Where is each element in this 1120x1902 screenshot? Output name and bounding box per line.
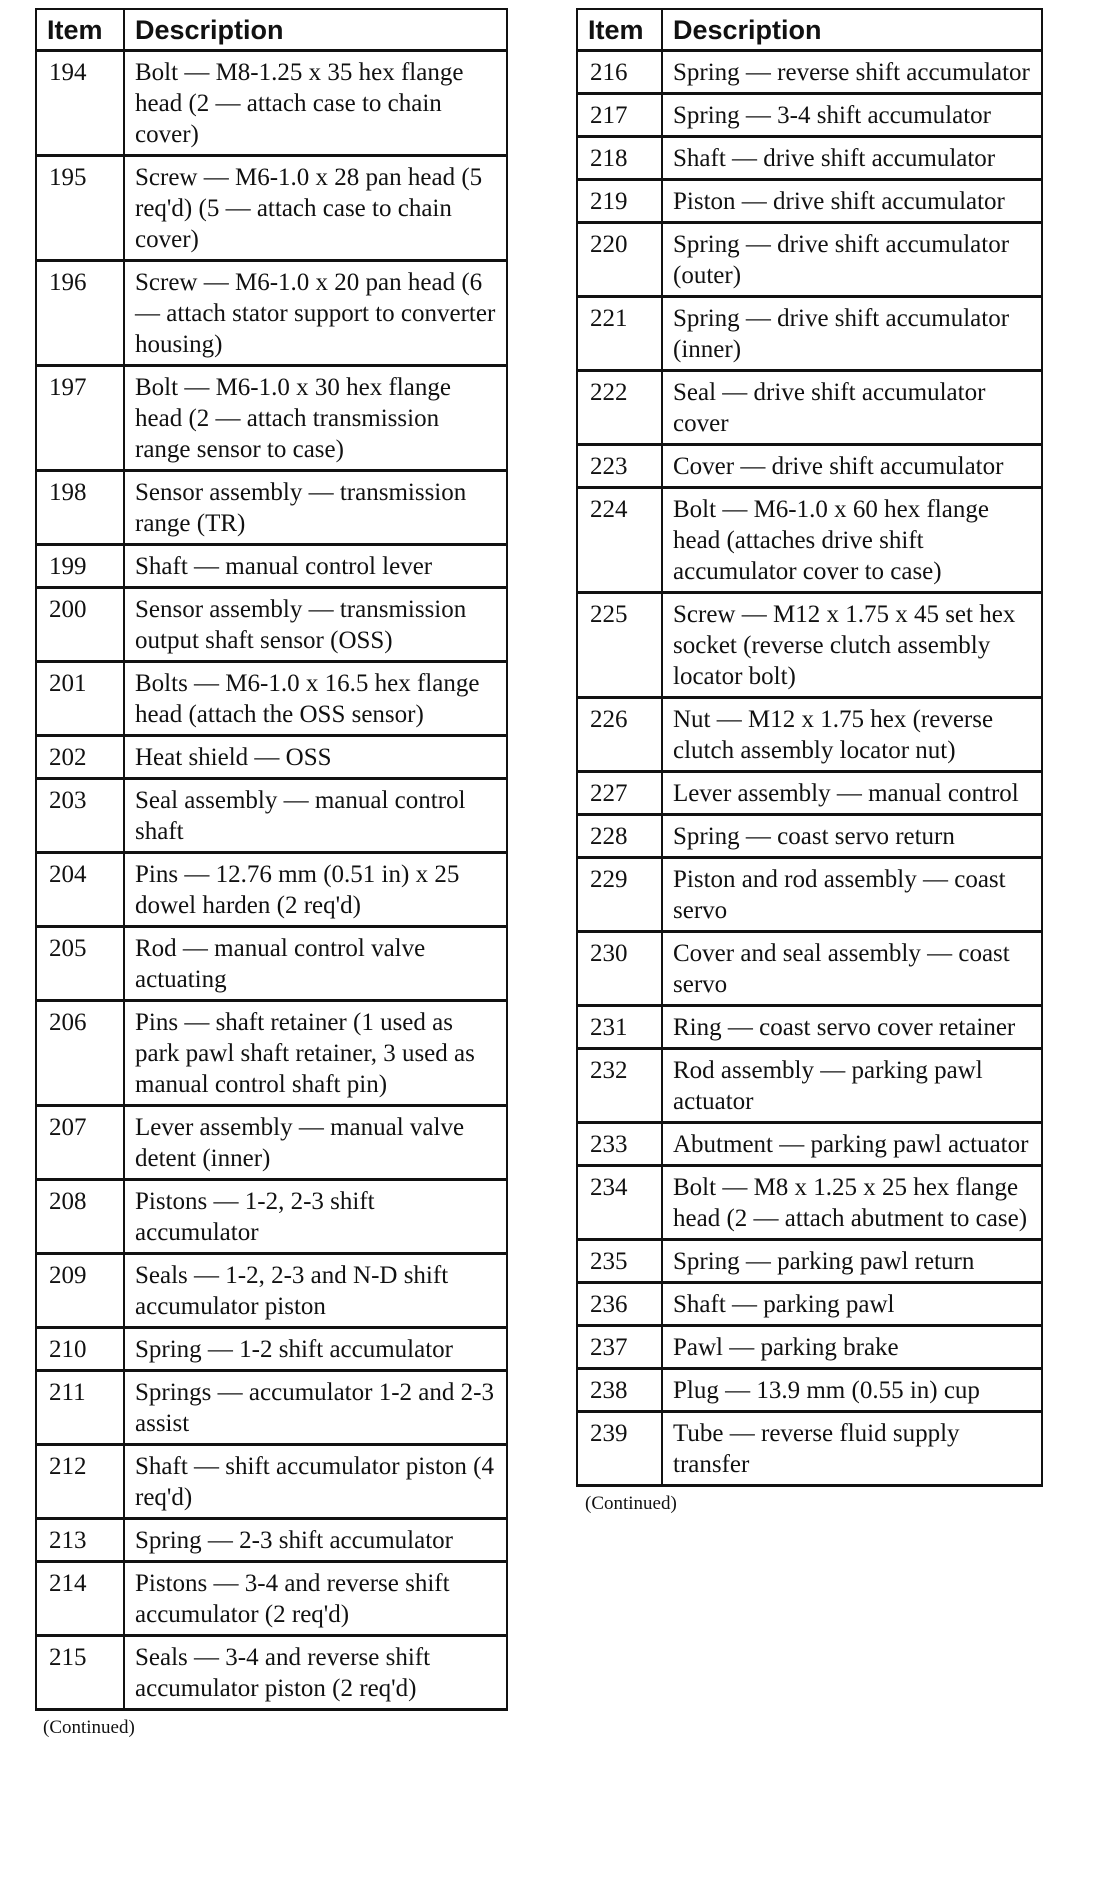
table-row xyxy=(577,815,1042,858)
table-row xyxy=(577,772,1042,815)
item-description: Shaft — drive shift accumulator xyxy=(662,137,1042,180)
item-column-header: Item xyxy=(36,9,124,51)
table-row xyxy=(36,779,507,853)
table-row xyxy=(36,927,507,1001)
item-description: Piston and rod assembly — coast servo xyxy=(662,858,1042,932)
item-description: Screw — M6-1.0 x 28 pan head (5 req'd) (5 — attach case to chain cover) xyxy=(124,156,507,261)
item-description: Bolt — M6-1.0 x 30 hex flange head (2 — attach transmission range sensor to case) xyxy=(124,366,507,471)
table-row xyxy=(577,488,1042,593)
item-description: Pawl — parking brake xyxy=(662,1326,1042,1369)
item-number: 210 xyxy=(36,1328,124,1371)
item-number: 215 xyxy=(36,1636,124,1710)
item-description: Lever assembly — manual valve detent (inner) xyxy=(124,1106,507,1180)
item-number: 228 xyxy=(577,815,662,858)
item-number: 239 xyxy=(577,1412,662,1486)
table-row xyxy=(577,1123,1042,1166)
item-number: 202 xyxy=(36,736,124,779)
item-description: Bolt — M6-1.0 x 60 hex flange head (attaches drive shift accumulator cover to case) xyxy=(662,488,1042,593)
table-row xyxy=(577,445,1042,488)
item-number: 230 xyxy=(577,932,662,1006)
item-description: Spring — reverse shift accumulator xyxy=(662,51,1042,94)
item-number: 235 xyxy=(577,1240,662,1283)
item-description: Sensor assembly — transmission output shaft sensor (OSS) xyxy=(124,588,507,662)
parts-table-left-body xyxy=(36,51,507,1710)
item-description: Spring — drive shift accumulator (inner) xyxy=(662,297,1042,371)
item-description: Rod — manual control valve actuating xyxy=(124,927,507,1001)
table-row xyxy=(36,1519,507,1562)
item-description: Screw — M6-1.0 x 20 pan head (6 — attach stator support to converter housing) xyxy=(124,261,507,366)
item-description: Rod assembly — parking pawl actuator xyxy=(662,1049,1042,1123)
table-row xyxy=(577,297,1042,371)
item-description: Tube — reverse fluid supply transfer xyxy=(662,1412,1042,1486)
item-description: Pins — shaft retainer (1 used as park pawl shaft retainer, 3 used as manual control shaft pin) xyxy=(124,1001,507,1106)
table-row xyxy=(577,137,1042,180)
continued-note-left: (Continued) xyxy=(43,1717,135,1738)
parts-table-right-body xyxy=(577,51,1042,1486)
table-row xyxy=(36,1328,507,1371)
item-description: Spring — drive shift accumulator (outer) xyxy=(662,223,1042,297)
table-row xyxy=(36,545,507,588)
table-row xyxy=(577,1412,1042,1486)
item-number: 208 xyxy=(36,1180,124,1254)
description-column-header: Description xyxy=(662,9,1042,51)
table-row xyxy=(577,593,1042,698)
item-description: Plug — 13.9 mm (0.55 in) cup xyxy=(662,1369,1042,1412)
item-number: 205 xyxy=(36,927,124,1001)
item-number: 222 xyxy=(577,371,662,445)
item-description: Abutment — parking pawl actuator xyxy=(662,1123,1042,1166)
table-row xyxy=(36,736,507,779)
item-description: Shaft — manual control lever xyxy=(124,545,507,588)
item-description: Bolts — M6-1.0 x 16.5 hex flange head (attach the OSS sensor) xyxy=(124,662,507,736)
item-number: 236 xyxy=(577,1283,662,1326)
item-description: Springs — accumulator 1-2 and 2-3 assist xyxy=(124,1371,507,1445)
item-number: 207 xyxy=(36,1106,124,1180)
table-row xyxy=(36,588,507,662)
table-row xyxy=(577,94,1042,137)
item-number: 219 xyxy=(577,180,662,223)
item-description: Spring — parking pawl return xyxy=(662,1240,1042,1283)
table-row xyxy=(36,1562,507,1636)
item-description: Cover and seal assembly — coast servo xyxy=(662,932,1042,1006)
table-row xyxy=(577,223,1042,297)
table-row xyxy=(577,932,1042,1006)
table-row xyxy=(577,1166,1042,1240)
item-number: 234 xyxy=(577,1166,662,1240)
table-row xyxy=(577,1283,1042,1326)
table-row xyxy=(36,1001,507,1106)
table-header-row xyxy=(36,9,507,51)
item-number: 195 xyxy=(36,156,124,261)
item-description: Spring — 2-3 shift accumulator xyxy=(124,1519,507,1562)
table-row xyxy=(36,366,507,471)
table-row xyxy=(36,1106,507,1180)
table-row xyxy=(36,51,507,156)
table-row xyxy=(36,1180,507,1254)
table-row xyxy=(577,1049,1042,1123)
item-number: 224 xyxy=(577,488,662,593)
item-column-header: Item xyxy=(577,9,662,51)
item-number: 194 xyxy=(36,51,124,156)
item-description: Shaft — shift accumulator piston (4 req'd) xyxy=(124,1445,507,1519)
table-row xyxy=(577,1006,1042,1049)
item-number: 213 xyxy=(36,1519,124,1562)
item-description: Ring — coast servo cover retainer xyxy=(662,1006,1042,1049)
item-description: Seal assembly — manual control shaft xyxy=(124,779,507,853)
item-number: 225 xyxy=(577,593,662,698)
item-number: 200 xyxy=(36,588,124,662)
item-number: 209 xyxy=(36,1254,124,1328)
item-description: Pistons — 3-4 and reverse shift accumulator (2 req'd) xyxy=(124,1562,507,1636)
item-number: 212 xyxy=(36,1445,124,1519)
table-row xyxy=(36,471,507,545)
table-row xyxy=(577,180,1042,223)
item-number: 221 xyxy=(577,297,662,371)
item-number: 232 xyxy=(577,1049,662,1123)
item-description: Screw — M12 x 1.75 x 45 set hex socket (reverse clutch assembly locator bolt) xyxy=(662,593,1042,698)
item-number: 204 xyxy=(36,853,124,927)
item-number: 197 xyxy=(36,366,124,471)
item-number: 218 xyxy=(577,137,662,180)
table-row xyxy=(577,371,1042,445)
item-description: Heat shield — OSS xyxy=(124,736,507,779)
item-description: Sensor assembly — transmission range (TR) xyxy=(124,471,507,545)
item-number: 199 xyxy=(36,545,124,588)
item-description: Spring — 1-2 shift accumulator xyxy=(124,1328,507,1371)
item-number: 217 xyxy=(577,94,662,137)
item-description: Bolt — M8 x 1.25 x 25 hex flange head (2 — attach abutment to case) xyxy=(662,1166,1042,1240)
item-number: 227 xyxy=(577,772,662,815)
parts-table-left xyxy=(35,8,508,1711)
table-header-row xyxy=(577,9,1042,51)
item-number: 226 xyxy=(577,698,662,772)
item-number: 196 xyxy=(36,261,124,366)
table-row xyxy=(36,1445,507,1519)
item-number: 229 xyxy=(577,858,662,932)
item-description: Cover — drive shift accumulator xyxy=(662,445,1042,488)
item-number: 216 xyxy=(577,51,662,94)
item-number: 233 xyxy=(577,1123,662,1166)
parts-table-right xyxy=(576,8,1043,1487)
continued-note-right: (Continued) xyxy=(585,1493,677,1514)
table-row xyxy=(577,51,1042,94)
table-row xyxy=(577,1240,1042,1283)
item-description: Spring — coast servo return xyxy=(662,815,1042,858)
table-row xyxy=(36,1636,507,1710)
item-number: 220 xyxy=(577,223,662,297)
item-number: 237 xyxy=(577,1326,662,1369)
table-row xyxy=(36,261,507,366)
item-description: Shaft — parking pawl xyxy=(662,1283,1042,1326)
table-row xyxy=(577,1369,1042,1412)
table-row xyxy=(36,1371,507,1445)
item-description: Nut — M12 x 1.75 hex (reverse clutch assembly locator nut) xyxy=(662,698,1042,772)
table-row xyxy=(36,156,507,261)
item-description: Seal — drive shift accumulator cover xyxy=(662,371,1042,445)
item-description: Piston — drive shift accumulator xyxy=(662,180,1042,223)
table-row xyxy=(577,1326,1042,1369)
item-description: Lever assembly — manual control xyxy=(662,772,1042,815)
item-description: Seals — 3-4 and reverse shift accumulator piston (2 req'd) xyxy=(124,1636,507,1710)
item-number: 211 xyxy=(36,1371,124,1445)
table-row xyxy=(36,1254,507,1328)
table-row xyxy=(36,853,507,927)
table-row xyxy=(36,662,507,736)
item-number: 238 xyxy=(577,1369,662,1412)
item-number: 206 xyxy=(36,1001,124,1106)
item-description: Spring — 3-4 shift accumulator xyxy=(662,94,1042,137)
table-row xyxy=(577,858,1042,932)
item-number: 214 xyxy=(36,1562,124,1636)
item-description: Bolt — M8-1.25 x 35 hex flange head (2 — attach case to chain cover) xyxy=(124,51,507,156)
item-number: 231 xyxy=(577,1006,662,1049)
item-number: 223 xyxy=(577,445,662,488)
item-description: Pins — 12.76 mm (0.51 in) x 25 dowel harden (2 req'd) xyxy=(124,853,507,927)
item-number: 201 xyxy=(36,662,124,736)
item-number: 203 xyxy=(36,779,124,853)
table-row xyxy=(577,698,1042,772)
item-number: 198 xyxy=(36,471,124,545)
item-description: Pistons — 1-2, 2-3 shift accumulator xyxy=(124,1180,507,1254)
description-column-header: Description xyxy=(124,9,507,51)
item-description: Seals — 1-2, 2-3 and N-D shift accumulator piston xyxy=(124,1254,507,1328)
